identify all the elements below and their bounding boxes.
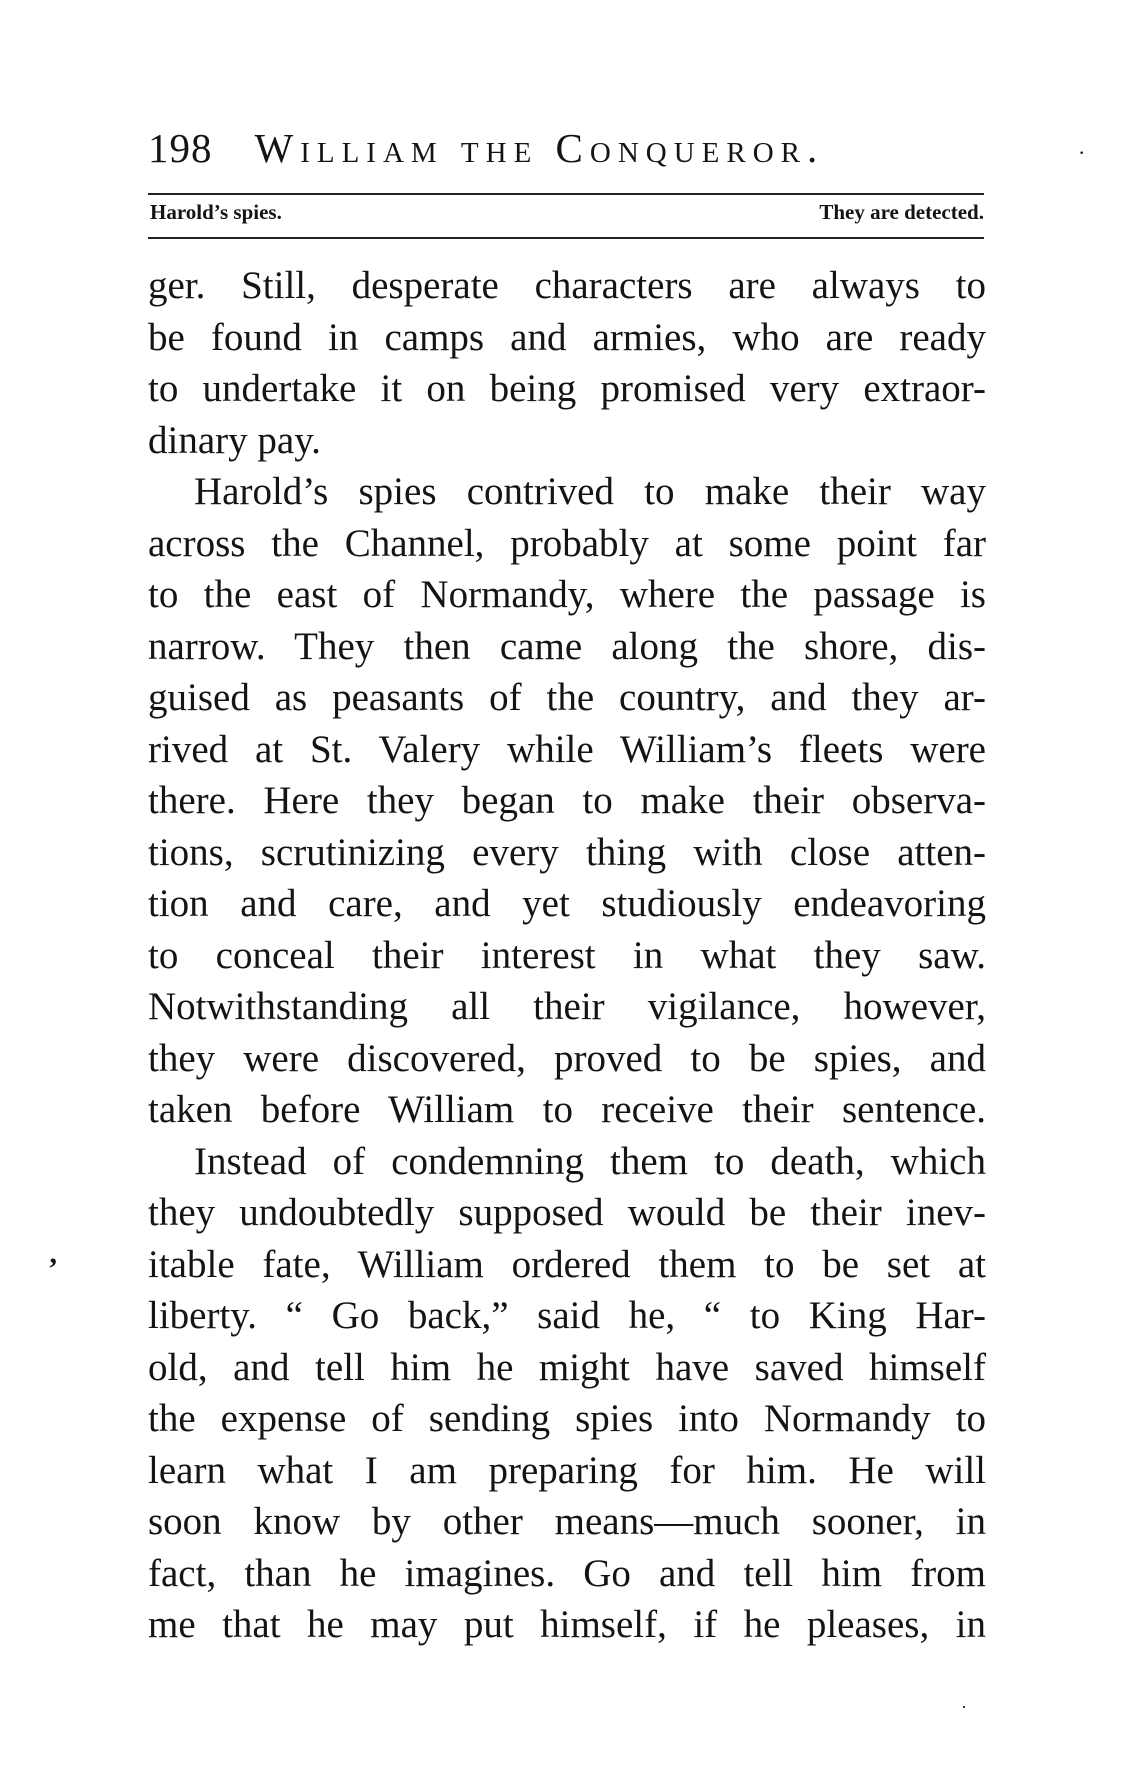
text-line: to conceal their interest in what they saw. — [148, 933, 986, 977]
header-rule-bottom — [148, 237, 984, 239]
text-line: they undoubtedly supposed would be their inev- — [148, 1191, 986, 1234]
text-line: tion and care, and yet studiously endeavoring — [148, 882, 986, 925]
book-title: William the Conqueror. — [254, 125, 825, 171]
text-line: there. Here they began to make their observa- — [148, 779, 986, 822]
text-line: learn what I am preparing for him. He will — [148, 1448, 986, 1492]
text-line: guised as peasants of the country, and they ar- — [148, 676, 986, 719]
text-line: dinary pay. — [148, 418, 321, 462]
text-line: old, and tell him he might have saved himself — [148, 1345, 986, 1389]
text-line: Instead of condemning them to death, which — [194, 1139, 986, 1183]
body-text — [148, 260, 986, 1651]
running-head — [148, 124, 1086, 180]
text-line: fact, than he imagines. Go and tell him from — [148, 1551, 986, 1595]
text-line: Harold’s spies contrived to make their way — [194, 470, 986, 513]
text-line: they were discovered, proved to be spies, and — [148, 1036, 986, 1080]
text-line: itable fate, William ordered them to be set at — [148, 1242, 986, 1286]
sidenote-right: They are detected. — [819, 200, 984, 224]
text-line: liberty. “ Go back,” said he, “ to King Har- — [148, 1294, 986, 1337]
header-trailing-mark: · — [1078, 140, 1086, 165]
text-line: soon know by other means—much sooner, in — [148, 1500, 986, 1543]
text-line: ger. Still, desperate characters are always to — [148, 264, 986, 307]
sidenote-left: Harold’s spies. — [150, 200, 282, 224]
text-line: tions, scrutinizing every thing with close atten- — [148, 830, 986, 874]
text-line: the expense of sending spies into Normandy to — [148, 1397, 986, 1440]
text-line: rived at St. Valery while William’s fleets were — [148, 727, 986, 771]
text-line: me that he may put himself, if he pleases, in — [148, 1603, 986, 1646]
text-line: across the Channel, probably at some point far — [148, 521, 986, 565]
text-line: narrow. They then came along the shore, dis- — [148, 624, 986, 668]
text-line: be found in camps and armies, who are ready — [148, 315, 986, 359]
text-line: Notwithstanding all their vigilance, however, — [148, 985, 986, 1028]
text-line: taken before William to receive their sentence. — [148, 1088, 986, 1131]
text-line: to the east of Normandy, where the passage is — [148, 573, 986, 616]
text-line: to undertake it on being promised very extraor- — [148, 367, 986, 410]
bottom-mark: · — [961, 1697, 967, 1717]
margin-mark: ’ — [48, 1252, 58, 1285]
header-rule-top — [148, 193, 984, 195]
page-number: 198 — [148, 125, 213, 171]
